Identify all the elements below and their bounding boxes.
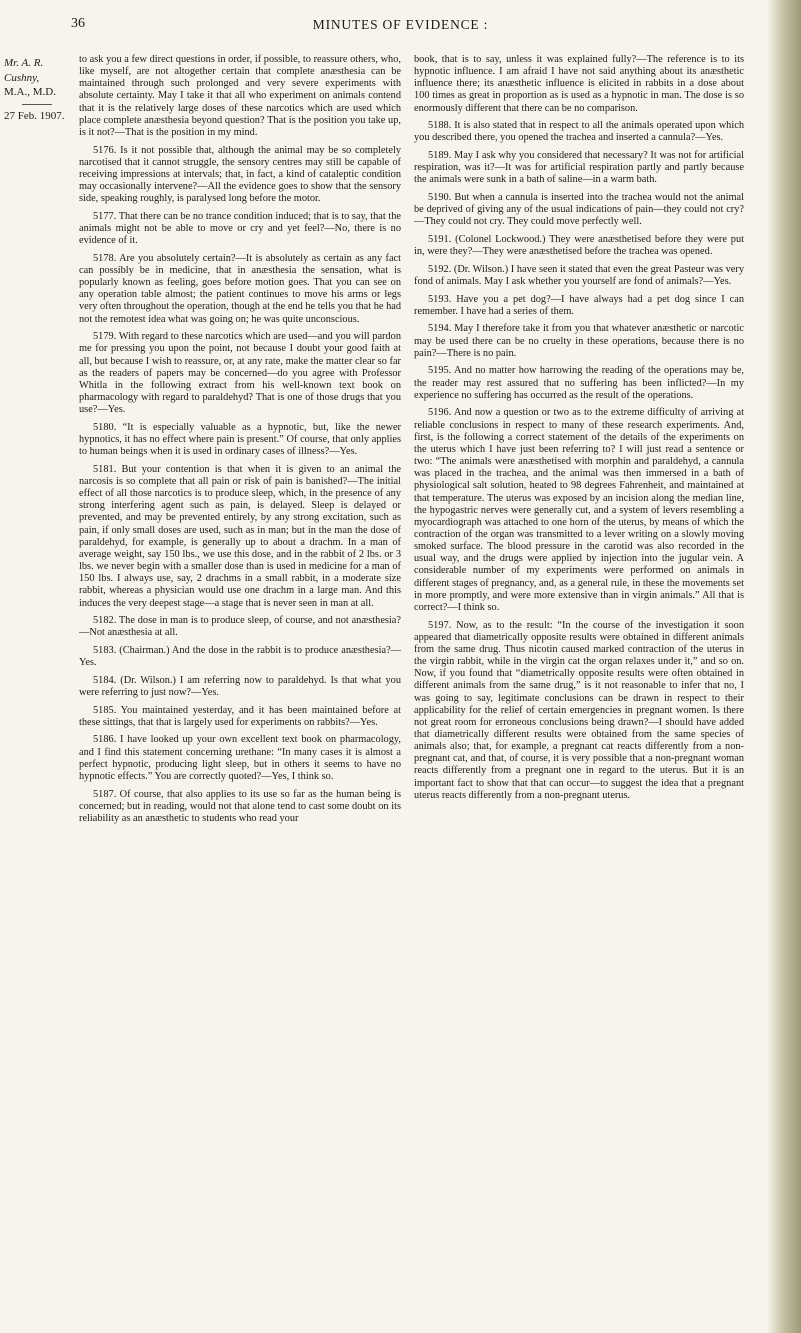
paragraph: 5184. (Dr. Wilson.) I am referring now to paraldehyd. Is that what you were referring to just now?—Yes. <box>79 674 401 698</box>
paragraph: 5189. May I ask why you considered that necessary? It was not for artificial respiration, was it?—It was for artificial respiration partly and partly because the animals were sunk in a bath of saline—in a warm bath. <box>414 150 744 186</box>
paragraph: 5190. But when a cannula is inserted into the trachea would not the animal be deprived of giving any of the usual indications of pain—they could not cry?—They could not cry. They could move perfectly well. <box>414 192 744 228</box>
paragraph: book, that is to say, unless it was explained fully?—The reference is to its hypnotic influence. I am afraid I have not said anything about its anæsthetic influence there; its anæsthetic influence is elicited in rabbits in a dose about 100 times as great in proportion as is used as a hypnotic in man. The dose is so enormously different that there can be no comparison. <box>414 54 744 114</box>
page-number: 36 <box>71 16 85 31</box>
paragraph: 5188. It is also stated that in respect to all the animals operated upon which you described there, you opened the trachea and inserted a cannula?—Yes. <box>414 120 744 144</box>
left-column <box>79 54 401 831</box>
paragraph: 5177. That there can be no trance condition induced; that is to say, that the animals might not be able to move or cry and yet feel?—No, there is no evidence of it. <box>79 210 401 247</box>
paragraph: 5180. “It is especially valuable as a hypnotic, but, like the newer hypnotics, it has no effect where pain is present.” Of course, that only applies to human beings when it is used in ordinary cases of illness?—Yes. <box>79 421 401 458</box>
paragraph: 5178. Are you absolutely certain?—It is absolutely as certain as any fact can possibly be in medicine, that in anæsthesia the sensation, what is popularly known as feeling, goes before motion goes. That you can see on any operation table almost; the patient continues to move his arms or legs very often throughout the operation, though at the end he tells you that he had not the remotest idea what was going on; he was quite unconscious. <box>79 252 402 325</box>
paragraph: 5196. And now a question or two as to the extreme difficulty of arriving at reliable conclusions in respect to many of these research experiments. And, first, is the following a correct statement of the details of the experiments on the uterus which I have just been referring to? I will just read a sentence or two: “The animals were anæsthetised with morphin and paraldehyd, a cannula was placed in the trachea, and the animal was then immersed in a bath of physiological salt solution, heated to 98 degrees Fahrenheit, and maintained at that temperature. The uterus was exposed by an incision along the median line, the hypogastric nerves were generally cut, and a system of levers resembling a myocardiograph was attached to one horn of the uterus, by means of which the contraction of the organ was transmitted to a lever writing on a slowly moving smoked surface. The blood pressure in the carotid was also recorded in the usual way, and the drugs were applied by injection into the jugular vein. A considerable number of my experiments were performed on animals in different stages of pregnancy, and, as a general rule, in these the movements set in more promptly, and were more extensive than in virgin animals.” All that is correct?—I think so. <box>414 407 744 613</box>
paragraph: 5183. (Chairman.) And the dose in the rabbit is to produce anæsthesia?—Yes. <box>79 645 401 669</box>
paragraph: 5187. Of course, that also applies to its use so far as the human being is concerned; but in reading, would not that alone tend to cast some doubt on its reliability as an anæsthetic to students who read your <box>79 788 401 824</box>
page-header <box>0 14 801 36</box>
paragraph: 5182. The dose in man is to produce sleep, of course, and not anæsthesia?—Not anæsthesia at all. <box>79 615 401 639</box>
paragraph: 5192. (Dr. Wilson.) I have seen it stated that even the great Pasteur was very fond of animals. May I ask whether you yourself are fond of animals?—Yes. <box>414 263 744 287</box>
right-column <box>414 54 744 807</box>
paragraph: 5194. May I therefore take it from you that whatever anæsthetic or narcotic may be used there can be no cruelty in these operations, because there is no pain?—There is no pain. <box>414 323 744 359</box>
margin-divider <box>22 104 52 105</box>
witness-degrees: M.A., M.D. <box>4 86 56 99</box>
paragraph: 5185. You maintained yesterday, and it has been maintained before at these sittings, that that is largely used for experiments on rabbits?—Yes. <box>79 704 401 728</box>
paragraph: 5197. Now, as to the result: “In the course of the investigation it soon appeared that diametrically opposite results were obtained in different animals from the same drug. Thus nicotin caused marked contraction of the uterus in the virgin rabbit, while in the virgin cat the organ relaxes under it,” and so on. Now, if you found that “diametrically opposite results were often obtained in different animals from the same drug,” is it not reasonable to infer that no, I was going to say, legitimate conclusions can be drawn in respect to their applicability for the relief of certain emergencies in pregnant women. Is there not great room for erroneous conclusions being drawn?—I should have added that diametrically different results were obtained from the same species of animals also; that, for example, a pregnant cat reacts differently from a non-pregnant cat, and that, of course, it is very possible that a non-pregnant woman reacts differently from a pregnant one in regard to the uterus. But it is an important fact to show that that can occur—to suggest the idea that a pregnant uterus reacts differently from a non-pregnant uterus. <box>414 619 744 801</box>
sitting-date: 27 Feb. 1907. <box>4 109 65 122</box>
paragraph: 5181. But your contention is that when it is given to an animal the narcosis is so complete that all pain or risk of pain is banished?—The initial effect of all those narcotics is to produce sleep, which, in the presence of any strong interfering agent such as pain, is delayed. Sleep is delayed or prevented, and may be prevented entirely, by any strong excitation, such as pain, if only small doses are used, such as in man; but in the man the dose of paraldehyd, for example, is generally up to about a drachm. In a man of average weight, say 150 lbs., we use this dose, and in the rabbit of 2 lbs. or 3 lbs. we never begin with a smaller dose than is used in medicine for a man of 150 lbs. I always use, say, 2 drachms in a small rabbit, in a moderate size rabbit, whereas a physician would use one drachm in a large man. And this induces the very deepest stage—a stage that is never seen in man at all. <box>79 463 401 609</box>
paragraph: 5176. Is it not possible that, although the animal may be so completely narcotised that it cannot struggle, the sensory centres may still be capable of receiving impressions at intervals; that, in fact, a kind of cataleptic condition may occasionally intervene?—All the evidence goes to show that the sensory side, speaking roughly, is paralysed long before the motor. <box>79 144 401 205</box>
paragraph: 5186. I have looked up your own excellent text book on pharmacology, and I find this statement concerning urethane: “In many cases it is almost a perfect hypnotic, producing light sleep, but in others it seems to have no hypnotic effects.” You are correctly quoted?—Yes, I think so. <box>79 734 401 782</box>
paragraph: 5179. With regard to these narcotics which are used—and you will pardon me for pressing you upon the point, not because I doubt your good faith at all, but because I wish to reassure, or, at any rate, make the matter clear so far as the readers of papers may be concerned—do you agree with Professor Whitla in the following extract from his well-known text book on pharmacology with regard to paraldehyd? That is one of those drugs that you use?—Yes. <box>79 331 401 416</box>
running-head: MINUTES OF EVIDENCE : <box>312 17 489 32</box>
paragraph: 5191. (Colonel Lockwood.) They were anæsthetised before they were put in, were they?—They were anæsthetised before the trachea was opened. <box>414 234 744 258</box>
paragraph: to ask you a few direct questions in order, if possible, to reassure others, who, like myself, are not altogether certain that complete anæsthesia can be maintained through such prolonged and very severe experiments with absolute certainty. May I take it that all who experiment on animals contend that it is the relatively large doses of these narcotics which are used which place complete anæsthesia beyond question? That is the position you take up, is it not?—That is the position in my mind. <box>79 54 401 138</box>
scan-edge-shadow <box>767 0 801 1333</box>
paragraph: 5195. And no matter how harrowing the reading of the operations may be, the reader may rest assured that no suffering has been inflicted?—In my experience no suffering has occurred as the result of the operations. <box>414 365 744 401</box>
paragraph: 5193. Have you a pet dog?—I have always had a pet dog since I can remember. I have had a series of them. <box>414 293 744 317</box>
witness-name-continued: Cushny, <box>4 71 40 84</box>
witness-name: Mr. A. R. <box>4 57 44 69</box>
witness-margin-note <box>4 56 76 123</box>
